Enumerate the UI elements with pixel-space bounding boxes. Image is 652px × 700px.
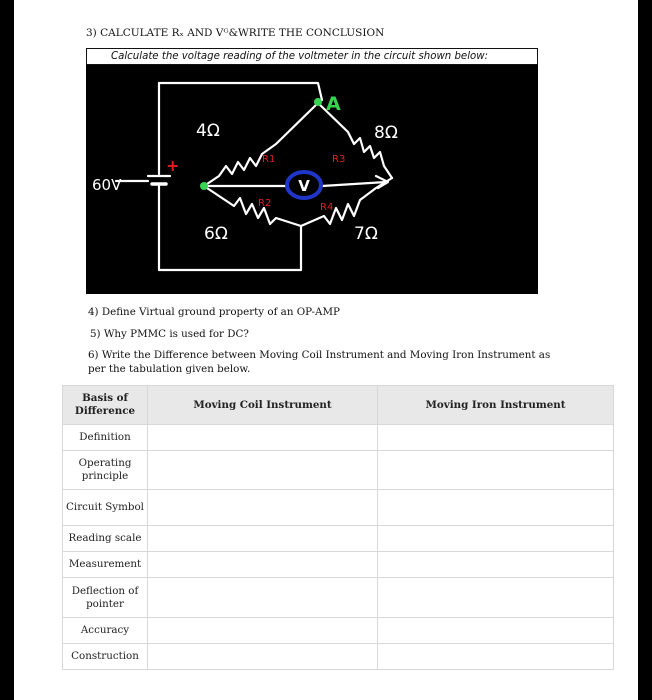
question-5: 5) Why PMMC is used for DC?	[90, 328, 249, 340]
question-3: 3) CALCULATE Rₓ AND Vᴳ&WRITE THE CONCLUSION	[86, 27, 385, 39]
table-row	[63, 526, 614, 552]
node-a-label: A	[326, 93, 341, 115]
question-6: 6) Write the Difference between Moving Coil Instrument and Moving Iron Instrument as per the tabulation given below.	[88, 349, 551, 375]
moving-iron-cell[interactable]	[378, 618, 614, 644]
difference-table	[62, 385, 614, 670]
node-a-dot	[314, 98, 322, 106]
r3-value: 8Ω	[374, 123, 398, 143]
r3-label: R3	[332, 154, 346, 165]
source-label: 60V	[92, 176, 122, 194]
table-row	[63, 618, 614, 644]
moving-iron-cell[interactable]	[378, 552, 614, 578]
voltmeter-label: V	[298, 177, 310, 195]
row-label: Accuracy	[63, 618, 148, 644]
resistor-r2-wire	[204, 186, 301, 226]
figure-caption: Calculate the voltage reading of the voltmeter in the circuit shown below:	[86, 48, 538, 65]
circuit-diagram	[86, 48, 538, 294]
moving-coil-cell[interactable]	[148, 644, 378, 670]
circuit-figure	[86, 48, 538, 294]
battery-plus: +	[166, 156, 180, 175]
node-left-dot	[200, 182, 208, 190]
r2-label: R2	[258, 198, 272, 209]
row-label: Definition	[63, 425, 148, 451]
row-label: Construction	[63, 644, 148, 670]
moving-coil-cell[interactable]	[148, 490, 378, 526]
row-label: Measurement	[63, 552, 148, 578]
moving-iron-cell[interactable]	[378, 644, 614, 670]
wire-left	[159, 196, 301, 270]
r2-value: 6Ω	[204, 224, 228, 244]
moving-coil-cell[interactable]	[148, 552, 378, 578]
row-label: Operating principle	[63, 451, 148, 490]
row-label: Deflection of pointer	[63, 578, 148, 618]
moving-coil-cell[interactable]	[148, 618, 378, 644]
moving-iron-cell[interactable]	[378, 578, 614, 618]
header-moving-coil: Moving Coil Instrument	[148, 386, 378, 425]
table-row	[63, 490, 614, 526]
moving-iron-cell[interactable]	[378, 526, 614, 552]
table-row	[63, 425, 614, 451]
moving-coil-cell[interactable]	[148, 425, 378, 451]
r1-label: R1	[262, 154, 276, 165]
r1-value: 4Ω	[196, 121, 220, 141]
table-row	[63, 578, 614, 618]
r4-label: R4	[320, 202, 334, 213]
table-row	[63, 552, 614, 578]
row-label: Circuit Symbol	[63, 490, 148, 526]
moving-coil-cell[interactable]	[148, 451, 378, 490]
header-moving-iron: Moving Iron Instrument	[378, 386, 614, 425]
row-label: Reading scale	[63, 526, 148, 552]
question-4: 4) Define Virtual ground property of an OP-AMP	[88, 306, 340, 318]
wire-meter-right	[322, 182, 386, 186]
header-basis: Basis of Difference	[63, 386, 148, 425]
r4-value: 7Ω	[354, 224, 378, 244]
document-page	[14, 0, 638, 700]
table-row	[63, 644, 614, 670]
moving-coil-cell[interactable]	[148, 578, 378, 618]
moving-iron-cell[interactable]	[378, 425, 614, 451]
moving-coil-cell[interactable]	[148, 526, 378, 552]
moving-iron-cell[interactable]	[378, 451, 614, 490]
table-row	[63, 451, 614, 490]
moving-iron-cell[interactable]	[378, 490, 614, 526]
table-header-row	[63, 386, 614, 425]
